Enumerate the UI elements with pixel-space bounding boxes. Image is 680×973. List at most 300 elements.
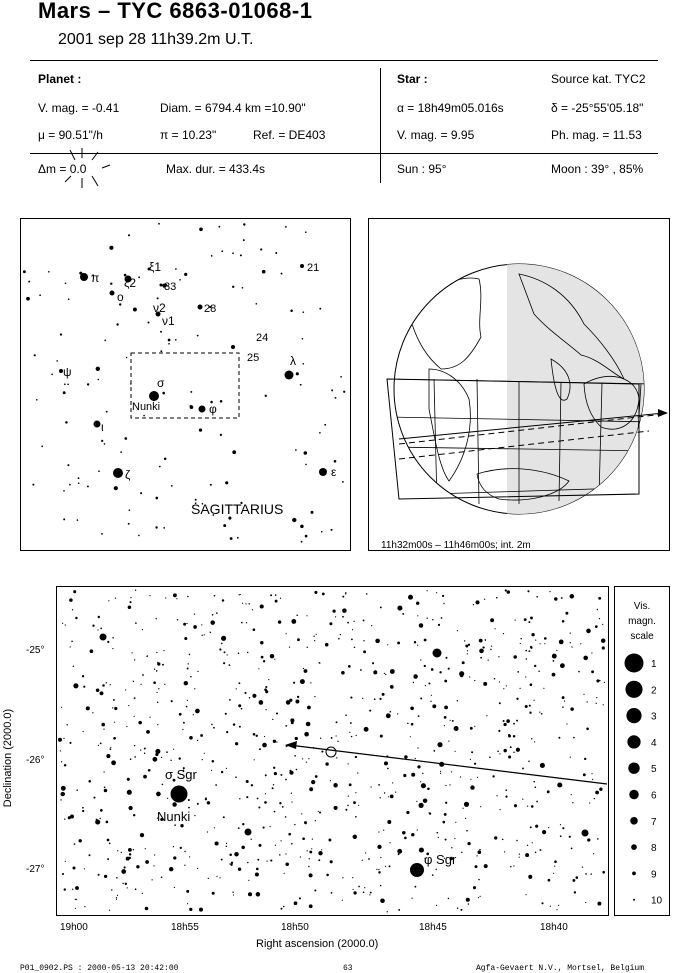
background-star bbox=[241, 622, 243, 624]
background-star bbox=[276, 741, 277, 742]
background-star bbox=[184, 865, 185, 866]
background-star bbox=[249, 697, 251, 699]
background-star bbox=[410, 736, 411, 737]
magnitude-dot bbox=[626, 708, 641, 723]
background-star bbox=[389, 842, 390, 843]
background-star bbox=[265, 686, 267, 688]
footer-publisher: Agfa-Gevaert N.V., Mortsel, Belgium bbox=[476, 964, 645, 973]
background-star bbox=[345, 809, 347, 811]
background-star bbox=[64, 888, 66, 890]
background-star bbox=[478, 850, 482, 854]
background-star bbox=[595, 791, 599, 795]
background-star bbox=[328, 839, 331, 842]
background-star bbox=[572, 802, 573, 803]
background-star bbox=[561, 597, 563, 599]
background-star bbox=[528, 761, 530, 763]
background-star bbox=[334, 806, 338, 810]
background-star bbox=[173, 846, 174, 847]
background-star bbox=[75, 899, 76, 900]
background-star bbox=[427, 590, 428, 591]
background-star bbox=[232, 286, 234, 288]
background-star bbox=[241, 708, 243, 710]
planet-heading: Planet : bbox=[38, 72, 82, 86]
background-star bbox=[41, 446, 43, 448]
background-star bbox=[369, 894, 370, 895]
background-star bbox=[338, 638, 340, 640]
background-star bbox=[270, 826, 271, 827]
background-star bbox=[82, 810, 84, 812]
background-star bbox=[188, 663, 189, 664]
background-star bbox=[540, 643, 541, 644]
background-star bbox=[247, 652, 248, 653]
background-star bbox=[121, 852, 122, 853]
label-sigma-sgr: σ Sgr bbox=[165, 767, 197, 782]
background-star bbox=[366, 593, 368, 595]
background-star bbox=[513, 655, 516, 658]
constellation-map-panel bbox=[20, 218, 351, 551]
background-star bbox=[260, 248, 262, 250]
background-star bbox=[314, 640, 315, 641]
background-star bbox=[349, 783, 352, 786]
background-star bbox=[429, 812, 431, 814]
background-star bbox=[316, 634, 317, 635]
background-star bbox=[165, 597, 166, 598]
background-star bbox=[355, 816, 357, 818]
background-star bbox=[325, 643, 329, 647]
background-star bbox=[229, 699, 231, 701]
background-star bbox=[60, 333, 62, 335]
background-star bbox=[226, 843, 227, 844]
background-star bbox=[528, 650, 530, 652]
label-lambda: λ bbox=[290, 354, 296, 368]
background-star bbox=[257, 798, 259, 800]
star-lambda bbox=[285, 371, 294, 380]
magnitude-dot bbox=[629, 790, 639, 800]
background-star bbox=[273, 740, 276, 743]
background-star bbox=[104, 443, 106, 445]
background-star bbox=[157, 662, 158, 663]
background-star bbox=[274, 811, 276, 813]
background-star bbox=[289, 699, 292, 702]
background-star bbox=[197, 671, 198, 672]
background-star bbox=[145, 907, 149, 911]
background-star bbox=[508, 734, 511, 737]
background-star bbox=[349, 732, 350, 733]
background-star bbox=[380, 735, 383, 738]
background-star bbox=[156, 792, 161, 797]
background-star bbox=[353, 621, 354, 622]
background-star bbox=[364, 887, 365, 888]
background-star bbox=[248, 892, 252, 896]
background-star bbox=[265, 775, 266, 776]
background-star bbox=[301, 541, 303, 543]
background-star bbox=[239, 798, 240, 799]
background-star bbox=[204, 634, 205, 635]
background-star bbox=[291, 801, 292, 802]
background-star bbox=[108, 600, 109, 601]
background-star bbox=[520, 688, 521, 689]
background-star bbox=[348, 795, 349, 796]
background-star bbox=[499, 702, 501, 704]
background-star bbox=[256, 892, 261, 897]
background-star bbox=[283, 906, 285, 908]
background-star bbox=[345, 714, 347, 716]
star-24 bbox=[231, 345, 235, 349]
background-star bbox=[116, 323, 118, 325]
background-star bbox=[479, 849, 480, 850]
background-star bbox=[309, 858, 310, 859]
background-star bbox=[193, 625, 197, 629]
background-star bbox=[473, 604, 474, 605]
background-star bbox=[128, 605, 131, 609]
background-star bbox=[134, 659, 135, 660]
star-omicron bbox=[110, 291, 115, 296]
background-star bbox=[144, 753, 146, 755]
burst-icon bbox=[62, 146, 112, 190]
background-star bbox=[390, 669, 395, 674]
background-star bbox=[491, 645, 492, 646]
background-star bbox=[549, 591, 550, 592]
background-star bbox=[591, 670, 594, 673]
background-star bbox=[536, 596, 538, 598]
background-star bbox=[109, 910, 110, 911]
background-star bbox=[109, 246, 113, 250]
background-star bbox=[168, 343, 170, 345]
background-star bbox=[353, 891, 356, 894]
background-star bbox=[294, 824, 295, 825]
background-star bbox=[371, 625, 372, 626]
background-star bbox=[462, 661, 465, 664]
background-star bbox=[531, 738, 532, 739]
background-star bbox=[180, 847, 182, 849]
background-star bbox=[321, 751, 323, 753]
background-star bbox=[142, 674, 144, 676]
background-star bbox=[264, 736, 265, 737]
background-star bbox=[554, 597, 557, 600]
background-star bbox=[156, 618, 157, 619]
background-star bbox=[221, 643, 223, 645]
background-star bbox=[494, 628, 495, 629]
background-star bbox=[331, 737, 333, 739]
background-star bbox=[436, 905, 437, 906]
planet-vmag: V. mag. = -0.41 bbox=[38, 101, 120, 115]
background-star bbox=[484, 599, 485, 600]
background-star bbox=[107, 858, 109, 860]
background-star bbox=[121, 869, 126, 874]
background-star bbox=[194, 815, 195, 816]
background-star bbox=[281, 273, 283, 275]
background-star bbox=[100, 809, 103, 812]
background-star bbox=[275, 594, 277, 596]
background-star bbox=[532, 842, 533, 843]
background-star bbox=[307, 706, 311, 710]
footer-page-number: 63 bbox=[343, 964, 353, 973]
background-star bbox=[306, 615, 307, 616]
background-star bbox=[441, 617, 443, 619]
background-star bbox=[158, 688, 159, 689]
background-star bbox=[597, 902, 601, 906]
background-star bbox=[372, 662, 374, 664]
label-28: 28 bbox=[204, 303, 217, 315]
background-star bbox=[488, 659, 489, 660]
background-star bbox=[173, 749, 174, 750]
background-star bbox=[305, 823, 306, 824]
background-star bbox=[460, 909, 462, 911]
background-star bbox=[180, 824, 183, 827]
background-star bbox=[571, 794, 572, 795]
background-star bbox=[153, 681, 156, 684]
magnitude-label: 5 bbox=[651, 764, 657, 776]
magnitude-dot bbox=[625, 681, 642, 698]
background-star bbox=[414, 641, 416, 643]
background-star bbox=[470, 759, 471, 760]
background-star bbox=[595, 625, 598, 628]
background-star bbox=[335, 397, 337, 399]
background-star bbox=[457, 700, 458, 701]
bright-star bbox=[433, 649, 442, 658]
background-star bbox=[305, 535, 308, 538]
label-nu2: ν2 bbox=[153, 301, 166, 315]
background-star bbox=[497, 750, 499, 752]
constellation-map bbox=[21, 219, 350, 550]
background-star bbox=[189, 654, 191, 656]
background-star bbox=[318, 859, 320, 861]
background-star bbox=[239, 594, 240, 595]
background-star bbox=[158, 223, 160, 225]
background-star bbox=[602, 871, 605, 874]
background-star bbox=[342, 481, 344, 483]
background-star bbox=[84, 906, 85, 907]
background-star bbox=[23, 270, 26, 273]
background-star bbox=[274, 659, 275, 660]
background-star bbox=[542, 830, 546, 834]
max-duration: Max. dur. = 433.4s bbox=[166, 162, 266, 176]
track-arrow-icon bbox=[658, 409, 668, 417]
background-star bbox=[65, 624, 66, 625]
background-star bbox=[559, 640, 564, 645]
background-star bbox=[402, 831, 406, 835]
background-star bbox=[286, 633, 287, 634]
background-star bbox=[110, 283, 112, 285]
background-star bbox=[135, 888, 137, 890]
background-star bbox=[385, 674, 386, 675]
background-star bbox=[256, 735, 258, 737]
background-star bbox=[87, 383, 89, 385]
background-star bbox=[572, 879, 575, 882]
background-star bbox=[360, 669, 362, 671]
background-star bbox=[417, 747, 418, 748]
background-star bbox=[489, 756, 491, 758]
background-star bbox=[174, 887, 175, 888]
background-star bbox=[530, 683, 533, 686]
planet-motion: μ = 90.51"/h bbox=[38, 128, 103, 142]
background-star bbox=[68, 298, 70, 300]
background-star bbox=[145, 848, 146, 849]
background-star bbox=[130, 597, 131, 598]
background-star bbox=[216, 612, 218, 614]
label-24: 24 bbox=[256, 332, 269, 344]
background-star bbox=[309, 851, 312, 854]
background-star bbox=[246, 622, 247, 623]
star-epsilon bbox=[319, 468, 327, 476]
background-star bbox=[107, 839, 110, 842]
background-star bbox=[265, 395, 267, 397]
background-star bbox=[154, 669, 155, 670]
background-star bbox=[253, 733, 256, 736]
background-star bbox=[475, 600, 479, 604]
background-star bbox=[187, 596, 189, 598]
background-star bbox=[128, 523, 130, 525]
x-tick-18h55: 18h55 bbox=[171, 922, 199, 933]
background-star bbox=[440, 771, 441, 772]
background-star bbox=[433, 750, 435, 752]
background-star bbox=[175, 339, 177, 341]
label-epsilon: ε bbox=[331, 465, 337, 479]
background-star bbox=[134, 697, 136, 699]
background-star bbox=[143, 415, 145, 417]
background-star bbox=[170, 760, 171, 761]
background-star bbox=[262, 743, 267, 748]
background-star bbox=[73, 590, 76, 593]
background-star bbox=[390, 711, 392, 713]
background-star bbox=[450, 720, 451, 721]
background-star bbox=[322, 592, 325, 595]
background-star bbox=[426, 617, 427, 618]
background-star bbox=[205, 798, 207, 800]
background-star bbox=[553, 873, 554, 874]
background-star bbox=[154, 854, 155, 855]
background-star bbox=[164, 684, 165, 685]
background-star bbox=[490, 618, 494, 622]
background-star bbox=[397, 713, 398, 714]
background-star bbox=[197, 740, 198, 741]
background-star bbox=[451, 771, 452, 772]
background-star bbox=[63, 738, 64, 739]
background-star bbox=[275, 600, 278, 603]
background-star bbox=[252, 609, 253, 610]
background-star bbox=[79, 839, 82, 842]
background-star bbox=[157, 724, 158, 725]
background-star bbox=[135, 590, 136, 591]
background-star bbox=[403, 774, 406, 777]
background-star bbox=[431, 695, 432, 696]
background-star bbox=[173, 593, 177, 597]
background-star bbox=[293, 682, 295, 684]
background-star bbox=[214, 827, 215, 828]
background-star bbox=[303, 311, 305, 313]
background-star bbox=[182, 729, 183, 730]
background-star bbox=[128, 234, 130, 236]
background-star bbox=[200, 734, 203, 737]
background-star bbox=[96, 819, 98, 821]
background-star bbox=[363, 619, 365, 621]
background-star bbox=[67, 464, 69, 466]
background-star bbox=[602, 646, 605, 649]
background-star bbox=[560, 663, 565, 668]
background-star bbox=[168, 339, 171, 342]
background-star bbox=[534, 665, 536, 667]
background-star bbox=[26, 297, 30, 301]
background-star bbox=[378, 831, 379, 832]
background-star bbox=[220, 434, 222, 436]
background-star bbox=[82, 675, 84, 677]
background-star bbox=[533, 700, 534, 701]
background-star bbox=[498, 730, 500, 732]
background-star bbox=[534, 741, 535, 742]
background-star bbox=[284, 873, 285, 874]
background-star bbox=[153, 865, 154, 866]
background-star bbox=[578, 671, 580, 673]
x-tick-18h50: 18h50 bbox=[281, 922, 309, 933]
background-star bbox=[553, 660, 555, 662]
background-star bbox=[310, 682, 311, 683]
background-star bbox=[245, 603, 246, 604]
y-axis-label: Declination (2000.0) bbox=[2, 708, 14, 808]
background-star bbox=[570, 594, 575, 599]
background-star bbox=[65, 282, 67, 284]
background-star bbox=[421, 783, 426, 788]
background-star bbox=[104, 789, 108, 793]
background-star bbox=[420, 659, 421, 660]
background-star bbox=[260, 641, 263, 644]
background-star bbox=[492, 775, 494, 777]
background-star bbox=[242, 603, 243, 604]
background-star bbox=[499, 753, 500, 754]
background-star bbox=[129, 853, 131, 855]
background-star bbox=[329, 622, 332, 625]
star-heading: Star : bbox=[397, 72, 428, 86]
background-star bbox=[306, 722, 311, 727]
background-star bbox=[267, 861, 268, 862]
background-star bbox=[351, 736, 352, 737]
background-star bbox=[435, 869, 436, 870]
label-xi1: ξ1 bbox=[149, 260, 162, 274]
background-star bbox=[147, 655, 148, 656]
background-star bbox=[86, 706, 90, 710]
background-star bbox=[444, 680, 447, 683]
background-star bbox=[541, 713, 543, 715]
background-star bbox=[445, 802, 447, 804]
background-star bbox=[445, 657, 447, 659]
background-star bbox=[133, 814, 135, 816]
background-star bbox=[124, 866, 126, 868]
background-star bbox=[156, 652, 157, 653]
background-star bbox=[140, 749, 141, 750]
background-star bbox=[414, 886, 416, 888]
background-star bbox=[388, 796, 389, 797]
background-star bbox=[69, 598, 73, 602]
background-star bbox=[101, 723, 105, 727]
background-star bbox=[320, 738, 321, 739]
background-star bbox=[97, 379, 99, 381]
background-star bbox=[362, 698, 363, 699]
background-star bbox=[390, 685, 394, 689]
background-star bbox=[312, 839, 313, 840]
background-star bbox=[280, 774, 282, 776]
background-star bbox=[140, 492, 142, 494]
background-star bbox=[83, 686, 85, 688]
background-star bbox=[404, 837, 407, 840]
background-star bbox=[380, 797, 381, 798]
background-star bbox=[157, 297, 159, 299]
background-star bbox=[437, 742, 442, 747]
background-star bbox=[143, 775, 147, 779]
background-star bbox=[468, 903, 470, 905]
background-star bbox=[304, 732, 309, 737]
background-star bbox=[397, 849, 402, 854]
background-star bbox=[335, 616, 336, 617]
background-star bbox=[540, 849, 542, 851]
